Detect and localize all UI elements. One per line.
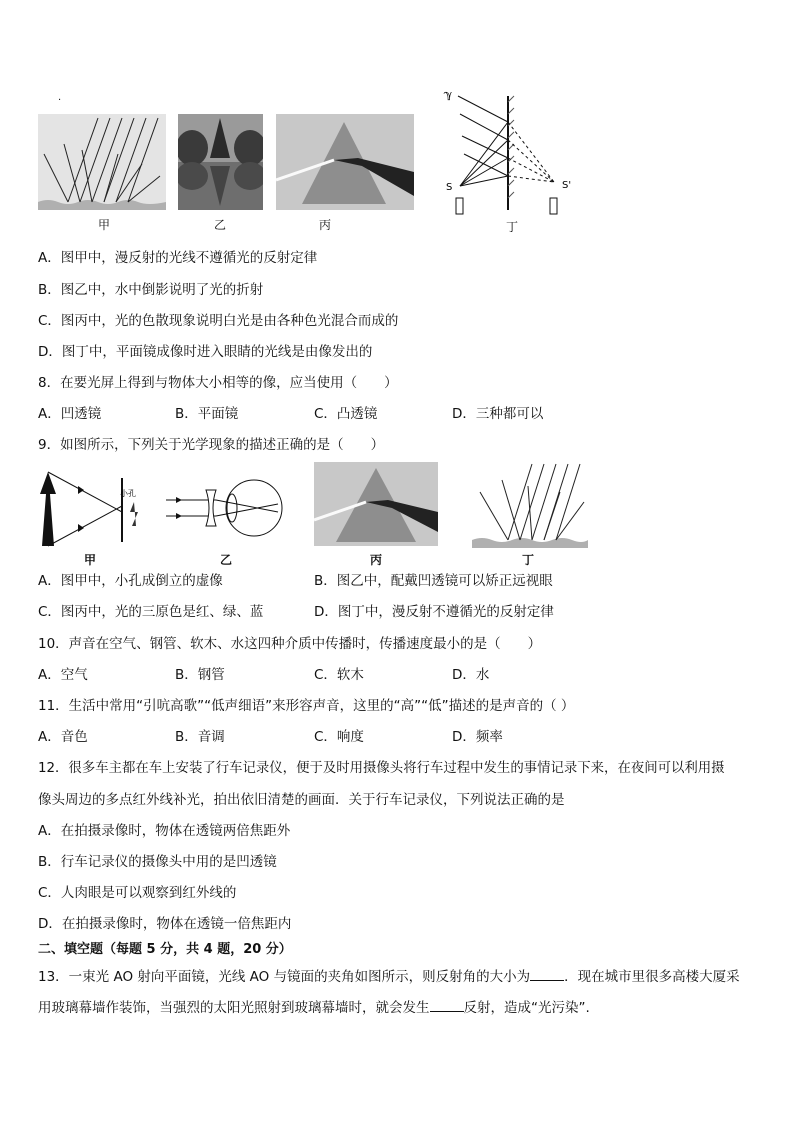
q7-option-c: C．图丙中，光的色散现象说明白光是由各种色光混合而成的 [38, 313, 399, 329]
q10-option-a: A．空气 [38, 667, 88, 683]
q9-caption-yi: 乙 [219, 553, 232, 567]
q7-option-d: D．图丁中，平面镜成像时进入眼睛的光线是由像发出的 [38, 344, 373, 360]
q9-option-b: B．图乙中，配戴凹透镜可以矫正远视眼 [314, 573, 553, 589]
figure-water-reflection-photo [178, 114, 263, 210]
q9-caption-bing: 丙 [369, 553, 382, 567]
q11-option-c: C．响度 [314, 729, 364, 745]
q9-option-d: D．图丁中，漫反射不遵循光的反射定律 [314, 604, 554, 620]
q7-option-a: A．图甲中，漫反射的光线不遵循光的反射定律 [38, 250, 318, 266]
q8-stem: 8．在要光屏上得到与物体大小相等的像，应当使用（ ） [38, 375, 398, 391]
svg-text:小孔: 小孔 [120, 489, 136, 498]
figure-caption-bing: 丙 [318, 218, 331, 232]
q9-stem: 9．如图所示，下列关于光学现象的描述正确的是（ ） [38, 437, 385, 453]
svg-text:ℽ: ℽ [444, 88, 453, 101]
figure-prism-dispersion-1 [276, 114, 414, 210]
q9-option-a: A．图甲中，小孔成倒立的虚像 [38, 573, 223, 589]
q8-option-c: C．凸透镜 [314, 406, 378, 422]
figure-prism-dispersion-2 [314, 462, 438, 546]
figure-caption-jia: 甲 [97, 218, 110, 232]
figure-caption-ding: 丁 [505, 220, 518, 234]
svg-text:S': S' [562, 180, 572, 191]
figure-pinhole-camera [36, 466, 144, 550]
figure-eye-concave-lens [166, 470, 286, 546]
q11-option-b: B．音调 [175, 729, 225, 745]
q10-option-c: C．软木 [314, 667, 364, 683]
q11-option-d: D．频率 [452, 729, 503, 745]
figure-plane-mirror [436, 88, 576, 218]
q13-blank-1[interactable] [530, 968, 564, 981]
q13-line-1-part-b: ．现在城市里很多高楼大厦采 [564, 969, 740, 985]
q12-option-c: C．人肉眼是可以观察到红外线的 [38, 885, 237, 901]
q13-line-2-part-a: 用玻璃幕墙作装饰，当强烈的太阳光照射到玻璃幕墙时，就会发生 [38, 1000, 430, 1016]
q11-option-a: A．音色 [38, 729, 88, 745]
svg-text:S: S [446, 182, 453, 193]
q9-caption-ding: 丁 [521, 553, 534, 567]
q10-stem: 10．声音在空气、钢管、软木、水这四种介质中传播时，传播速度最小的是（ ） [38, 636, 542, 652]
q13-blank-2[interactable] [430, 999, 464, 1012]
q7-option-b: B．图乙中，水中倒影说明了光的折射 [38, 282, 264, 298]
q12-option-a: A．在拍摄录像时，物体在透镜两倍焦距外 [38, 823, 291, 839]
q13-line-2-part-b: 反射，造成“光污染”. [463, 1000, 590, 1016]
figure-diffuse-reflection-2 [472, 462, 588, 548]
q9-option-c: C．图丙中，光的三原色是红、绿、蓝 [38, 604, 264, 620]
q11-stem: 11．生活中常用“引吭高歌”“低声细语”来形容声音，这里的“高”“低”描述的是声音的（ ） [38, 698, 575, 714]
q12-option-d: D．在拍摄录像时，物体在透镜一倍焦距内 [38, 916, 292, 932]
q12-option-b: B．行车记录仪的摄像头中用的是凹透镜 [38, 854, 277, 870]
q8-option-a: A．凹透镜 [38, 406, 102, 422]
figure-diffuse-reflection-1 [38, 114, 166, 210]
q9-caption-jia: 甲 [83, 553, 96, 567]
q13-line-1 [38, 968, 740, 986]
figure-dot: . [58, 92, 62, 103]
q8-option-b: B．平面镜 [175, 406, 239, 422]
section-title-fill-in: 二、填空题（每题 5 分，共 4 题，20 分） [38, 942, 292, 957]
q13-line-2 [38, 999, 590, 1017]
figure-caption-yi: 乙 [213, 218, 226, 232]
q10-option-b: B．钢管 [175, 667, 225, 683]
q13-line-1-part-a: 13．一束光 AO 射向平面镜，光线 AO 与镜面的夹角如图所示，则反射角的大小为 [38, 969, 531, 985]
q12-stem-line-2: 像头周边的多点红外线补光，拍出依旧清楚的画面．关于行车记录仪，下列说法正确的是 [38, 792, 565, 808]
q8-option-d: D．三种都可以 [452, 406, 544, 422]
q10-option-d: D．水 [452, 667, 490, 683]
q12-stem-line-1: 12．很多车主都在车上安装了行车记录仪，便于及时用摄像头将行车过程中发生的事情记录下来，在夜间可以利用摄 [38, 761, 725, 776]
